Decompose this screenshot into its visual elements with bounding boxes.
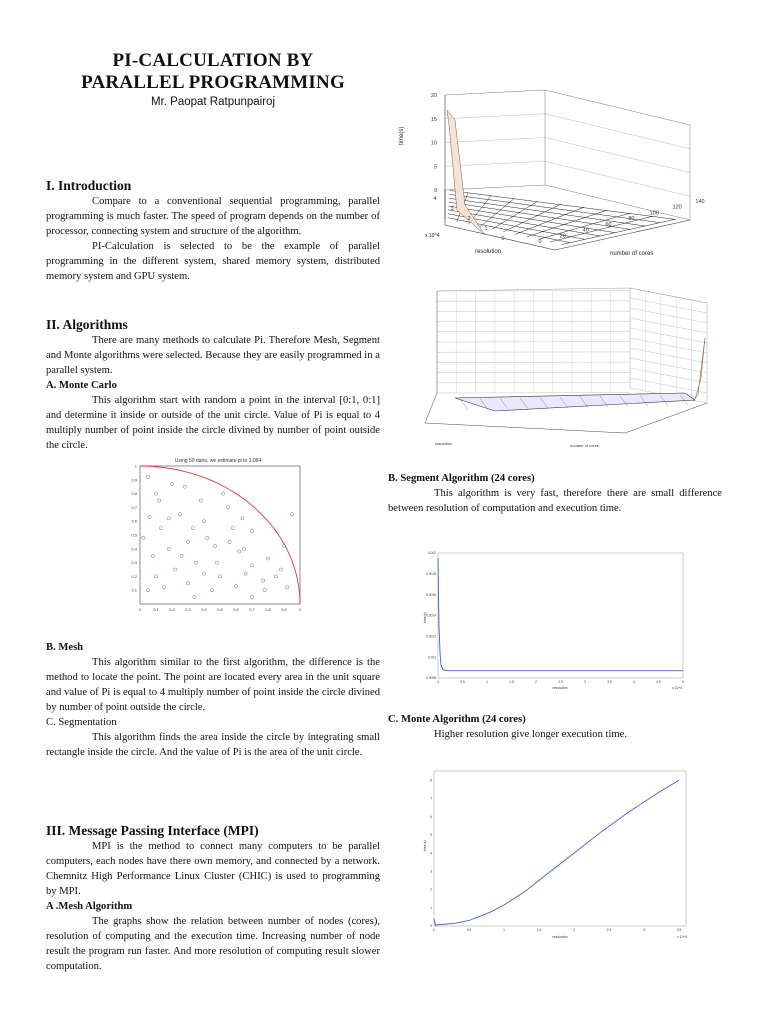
y-tick-label: 0.6 [131, 518, 137, 524]
mpi-mesh-heading: A .Mesh Algorithm [46, 901, 133, 912]
y-tick-label: 0.001 [428, 655, 436, 660]
x-tick-label: 4.5 [656, 680, 661, 684]
data-point [242, 547, 245, 550]
mpi-paragraph: MPI is the method to connect many computers to be parallel computers, each nodes have there own memory, and connected by a network. Chemnitz High Performance Linux Cluster (CHIC) is used to programming by MPI. [46, 841, 380, 897]
x-tick-label: 2 [573, 928, 575, 932]
x-tick-label: 0.2 [169, 607, 175, 612]
z-tick-label: 15 [430, 116, 437, 123]
y-tick-label: 0 [430, 924, 432, 929]
grid-line [630, 358, 707, 373]
data-point [234, 585, 237, 588]
grid-line [630, 308, 707, 323]
grid-line [630, 378, 707, 393]
resolution-tick-label: 4 [433, 196, 437, 202]
data-point [286, 586, 289, 589]
y-tick-label: 6 [430, 814, 432, 819]
mpi-mesh-text: The graphs show the relation between number of nodes (cores), resolution of computing and the execution time. Increasing number of node result the program run faster. And more resolution of computing result slower computation. [46, 916, 380, 972]
algorithms-section [46, 316, 380, 453]
resolution-tick-label: 1 [484, 226, 488, 232]
data-point [250, 529, 253, 532]
data-point [186, 582, 189, 585]
grid-line [545, 138, 690, 173]
data-point [244, 572, 247, 575]
axis-line [555, 220, 690, 250]
y-tick-label: 1 [430, 905, 432, 910]
y-tick-label: 0.0016 [426, 592, 436, 597]
data-point [241, 517, 244, 520]
grid-line [545, 161, 690, 196]
x-axis-label: resolution [435, 441, 453, 446]
segmentation-heading: C. Segmentation [46, 717, 117, 728]
segment-heading: B. Segment Algorithm (24 cores) [388, 473, 535, 484]
chart-title: Using 50 darts, we estimate pi to 3.064 [174, 458, 262, 464]
segment-line-chart [422, 548, 692, 693]
data-point [148, 516, 151, 519]
x-tick-label: 0.5 [217, 607, 223, 612]
data-point [158, 499, 161, 502]
data-point [186, 540, 189, 543]
y-tick-label: 5 [430, 833, 432, 838]
x-tick-label: 0.6 [233, 607, 239, 612]
y-tick-label: 0.8 [131, 491, 137, 497]
data-point [193, 596, 196, 599]
cores-tick-label: 20 [559, 233, 566, 240]
data-point [218, 575, 221, 578]
data-point [154, 575, 157, 578]
cores-tick-label: 140 [695, 199, 705, 205]
y-tick-label: 1 [134, 463, 137, 469]
monte-carlo-scatter-chart [125, 454, 315, 614]
x-tick-label: 1.5 [536, 928, 542, 932]
data-point [215, 561, 218, 564]
y-tick-label: 0.1 [131, 587, 137, 593]
algorithms-paragraph: There are many methods to calculate Pi. Therefore Mesh, Segment and Monte algorithms were selected. Because they are easily programmed in a parallel system. [46, 335, 380, 376]
resolution-tick-label: 2 [467, 216, 471, 222]
grid-line [445, 90, 545, 95]
cores-tick-label: 0 [538, 239, 542, 245]
data-point [174, 568, 177, 571]
x-tick-label: 1 [503, 928, 505, 932]
data-point [250, 564, 253, 567]
data-point [159, 527, 162, 530]
x-tick-label: 3.5 [676, 928, 682, 932]
y-tick-label: 0.3 [131, 560, 137, 566]
intro-heading: I. Introduction [46, 178, 132, 193]
y-axis-label: time(s) [423, 840, 427, 851]
data-point [146, 475, 149, 478]
data-point [154, 492, 157, 495]
intro-paragraph-1: Compare to a conventional sequential programming, parallel programming is much faster. The speed of program depends on the number of processor, connecting system and structure of the algorithm. [46, 196, 380, 237]
grid-line [630, 338, 707, 353]
z-tick-label: 5 [433, 164, 437, 171]
grid-line [445, 138, 545, 143]
x-tick-label: 2 [535, 680, 537, 684]
cores-tick-label: 60 [605, 221, 612, 228]
x-tick-label: 1 [486, 680, 488, 684]
x-axis-label: resolution [552, 686, 568, 690]
intro-paragraph-2: PI-Calculation is selected to be the example of parallel programming in the different system, shared memory system, distributed memory system and GPU system. [46, 241, 380, 282]
axis-line [425, 393, 437, 423]
monte-line-chart [422, 766, 692, 946]
monte-heading: C. Monte Algorithm (24 cores) [388, 714, 526, 725]
x-tick-label: 0.5 [460, 680, 465, 684]
data-point [214, 544, 217, 547]
cores-tick-label: 40 [582, 227, 589, 234]
axis-line [445, 225, 555, 250]
x-tick-label: 0.4 [201, 607, 207, 612]
page-title [20, 50, 406, 94]
y-tick-label: 4 [430, 851, 432, 856]
y-tick-label: 7 [430, 796, 432, 801]
monte-carlo-text: This algorithm start with random a point in the interval [0:1, 0:1] and determine it inside or outside of the unit circle. Value of Pi is equal to 4 multiply number of point inside the circle divined by number of point outside the circle. [46, 395, 380, 451]
x-exponent: x 10^4 [677, 935, 688, 939]
x-tick-label: 5 [682, 680, 684, 684]
data-point [262, 579, 265, 582]
data-point [226, 506, 229, 509]
data-point [222, 492, 225, 495]
data-point [279, 568, 282, 571]
y-tick-label: 0.2 [131, 573, 137, 579]
x-tick-label: 0.1 [153, 607, 159, 612]
algorithms-heading: II. Algorithms [46, 317, 128, 332]
grid-line [630, 318, 707, 333]
grid-line [445, 114, 545, 119]
plot-frame [140, 466, 300, 604]
data-point [238, 550, 241, 553]
y-axis-label: number of cores [570, 443, 599, 448]
x-tick-label: 3 [584, 680, 586, 684]
y-tick-label: 0.0018 [426, 572, 436, 577]
data-point [162, 586, 165, 589]
x-tick-label: 0 [433, 928, 435, 932]
segment-text: This algorithm is very fast, therefore there are small difference between resolution of computation and execution time. [388, 488, 722, 514]
surface-peak [447, 110, 488, 235]
plot-frame [438, 553, 683, 678]
x-axis-label: resolution [475, 249, 502, 255]
x-tick-label: 0.9 [281, 607, 287, 612]
mpi-heading: III. Message Passing Interface (MPI) [46, 823, 259, 838]
axis-line [425, 423, 625, 433]
surface-line [559, 219, 677, 245]
z-tick-label: 10 [430, 140, 437, 147]
x-tick-label: 2.5 [606, 928, 612, 932]
resolution-tick-label: 3 [450, 206, 454, 212]
data-point [191, 527, 194, 530]
data-point [266, 557, 269, 560]
data-point [151, 554, 154, 557]
data-point [183, 485, 186, 488]
surface-line [448, 218, 571, 243]
series-line [438, 558, 683, 671]
grid-line [630, 368, 707, 383]
series-line [434, 780, 679, 925]
data-point [167, 547, 170, 550]
y-tick-label: 2 [430, 887, 432, 892]
mesh-section [46, 640, 380, 760]
cores-tick-label: 120 [672, 204, 682, 211]
y-tick-label: 8 [430, 778, 432, 783]
mesh-text: This algorithm similar to the first algorithm, the difference is the method to locate the point. The point are located every area in the unit square and value of Pi is equal to 4 multiply number of point inside the circle divined by number of point outside the circle. [46, 657, 380, 713]
y-axis-label: time(s) [423, 612, 427, 623]
x-tick-label: 0 [138, 607, 142, 612]
data-point [194, 561, 197, 564]
y-tick-label: 3 [430, 869, 432, 874]
mesh-heading: B. Mesh [46, 642, 84, 653]
cores-tick-label: 100 [649, 210, 659, 217]
surface-line [450, 190, 675, 219]
data-point [167, 517, 170, 520]
resolution-exponent: x 10^4 [425, 233, 440, 239]
y-tick-label: 0.9 [131, 477, 137, 483]
y-tick-label: 0.4 [131, 546, 137, 552]
data-point [274, 575, 277, 578]
y-tick-label: 0.0012 [426, 634, 436, 639]
mpi-section [46, 822, 380, 974]
plot-frame [434, 771, 686, 926]
monte-carlo-heading: A. Monte Carlo [46, 380, 117, 391]
segmentation-text: This algorithm finds the area inside the circle by integrating small rectangle inside the circle. And the value of Pi is the area of the unit circle. [46, 732, 380, 758]
quarter-circle-curve [140, 466, 300, 604]
x-tick-label: 4 [633, 680, 635, 684]
monte-text: Higher resolution give longer execution time. [434, 729, 627, 740]
data-point [263, 589, 266, 592]
x-tick-label: 1.5 [509, 680, 514, 684]
grid-line [630, 348, 707, 363]
grid-line [630, 298, 707, 313]
data-point [142, 536, 145, 539]
data-point [228, 540, 231, 543]
segment-section [388, 471, 722, 516]
z-axis-label: time(s) [399, 126, 405, 145]
x-tick-label: 0.7 [249, 607, 255, 612]
data-point [290, 513, 293, 516]
data-point [231, 527, 234, 530]
x-tick-label: 3 [643, 928, 645, 932]
data-point [180, 554, 183, 557]
title-line-2: PARALLEL PROGRAMMING [81, 72, 345, 93]
author: Mr. Paopat Ratpunpairoj [150, 96, 276, 108]
grid-line [630, 288, 707, 303]
grid-line [545, 114, 690, 149]
grid-line [630, 328, 707, 343]
y-tick-label: 0.0008 [426, 676, 436, 681]
data-point [202, 520, 205, 523]
z-tick-label: 0 [433, 188, 437, 194]
data-point [199, 499, 202, 502]
data-point [210, 589, 213, 592]
data-point [170, 482, 173, 485]
y-tick-label: 0.7 [131, 504, 137, 510]
x-tick-label: 0.5 [466, 928, 472, 932]
mesh-surface-chart-1 [395, 85, 715, 265]
grid-line [437, 288, 630, 291]
data-point [206, 536, 209, 539]
y-tick-label: 0.5 [131, 532, 137, 538]
monte-section [388, 712, 722, 742]
y-tick-label: 0.002 [428, 551, 436, 556]
data-point [178, 513, 181, 516]
cores-tick-label: 80 [628, 216, 635, 223]
intro-section [46, 177, 380, 284]
data-point [146, 589, 149, 592]
axis-line [625, 403, 707, 433]
x-tick-label: 3.5 [607, 680, 612, 684]
resolution-tick-label: 0 [501, 236, 505, 242]
x-exponent: x 10^4 [672, 686, 683, 690]
mesh-surface-chart-2 [395, 283, 720, 453]
x-tick-label: 0.8 [265, 607, 271, 612]
x-tick-label: 0.3 [185, 607, 191, 612]
y-axis-label: number of cores [610, 251, 654, 257]
x-tick-label: 0 [437, 680, 439, 684]
x-axis-label: resolution [552, 935, 568, 939]
z-tick-label: 20 [430, 93, 437, 99]
x-tick-label: 2.5 [558, 680, 563, 684]
y-tick-label: 0.0014 [426, 613, 436, 618]
title-line-1: PI-CALCULATION BY [112, 50, 314, 71]
data-point [202, 572, 205, 575]
grid-line [545, 90, 690, 125]
x-tick-label: 1 [298, 607, 302, 612]
surface [455, 393, 695, 411]
data-point [250, 596, 253, 599]
